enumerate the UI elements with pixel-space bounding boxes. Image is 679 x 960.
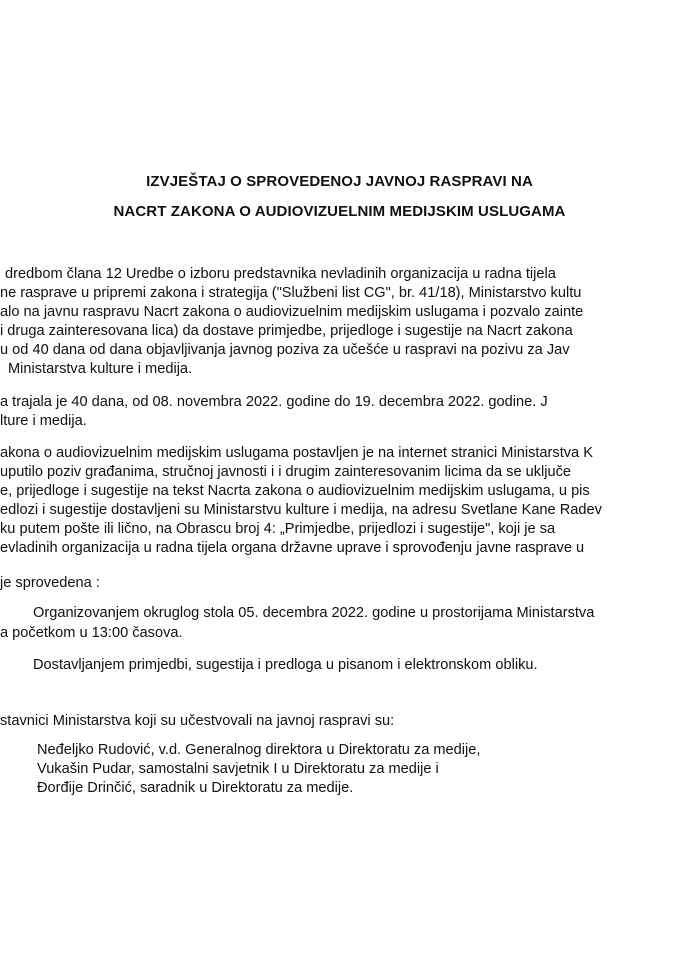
method-item-1-line-1: Organizovanjem okruglog stola 05. decembra 2022. godine u prostorijama Ministarstva: [33, 605, 595, 621]
paragraph-line: uputilo poziv građanima, stručnoj javnosti i i drugim zainteresovanim licima da se uključe: [0, 464, 572, 480]
paragraph-line: edlozi i sugestije dostavljeni su Ministarstvu kulture i medija, na adresu Svetlane Kane Radev: [0, 502, 602, 518]
paragraph-line: i druga zainteresovana lica) da dostave primjedbe, prijedloge i sugestije na Nacrt zakona: [0, 323, 573, 339]
sprovedena-heading: je sprovedena :: [0, 575, 100, 591]
paragraph-line: a trajala je 40 dana, od 08. novembra 2022. godine do 19. decembra 2022. godine. J: [0, 394, 548, 410]
method-item-1-line-2: a početkom u 13:00 časova.: [0, 625, 183, 641]
paragraph-line: evladinih organizacija u radna tijela organa državne uprave i sprovođenju javne rasprave u: [0, 540, 585, 556]
paragraph-line: ne rasprave u pripremi zakona i strategija ("Službeni list CG", br. 41/18), Ministarstvo kultu: [0, 285, 582, 301]
paragraph-line: akona o audiovizuelnim medijskim uslugama postavljen je na internet stranici Ministarstva K: [0, 445, 593, 461]
document-title-line-1: IZVJEŠTAJ O SPROVEDENOJ JAVNOJ RASPRAVI NA: [146, 173, 533, 190]
participant-item: Vukašin Pudar, samostalni savjetnik I u Direktoratu za medije i: [37, 761, 439, 777]
paragraph-line: dredbom člana 12 Uredbe o izboru predstavnika nevladinih organizacija u radna tijela: [5, 266, 556, 282]
paragraph-line: ku putem pošte ili lično, na Obrascu broj 4: „Primjedbe, prijedlozi i sugestije", koji je sa: [0, 521, 556, 537]
paragraph-line: e, prijedloge i sugestije na tekst Nacrta zakona o audiovizuelnim medijskim uslugama, u pis: [0, 483, 590, 499]
document-title-line-2: NACRT ZAKONA O AUDIOVIZUELNIM MEDIJSKIM USLUGAMA: [113, 203, 566, 220]
participant-item: Đorđije Drinčić, saradnik u Direktoratu za medije.: [37, 780, 354, 796]
participant-item: Neđeljko Rudović, v.d. Generalnog direktora u Direktoratu za medije,: [37, 742, 481, 758]
paragraph-line: Ministarstva kulture i medija.: [8, 361, 193, 377]
paragraph-line: u od 40 dana od dana objavljivanja javnog poziva za učešće u raspravi na pozivu za Jav: [0, 342, 570, 358]
participants-intro: stavnici Ministarstva koji su učestvovali na javnoj raspravi su:: [0, 713, 395, 729]
method-item-2: Dostavljanjem primjedbi, sugestija i predloga u pisanom i elektronskom obliku.: [33, 657, 538, 673]
paragraph-line: lture i medija.: [0, 413, 87, 429]
paragraph-line: alo na javnu raspravu Nacrt zakona o audiovizuelnim medijskim uslugama i pozvalo zainte: [0, 304, 584, 320]
